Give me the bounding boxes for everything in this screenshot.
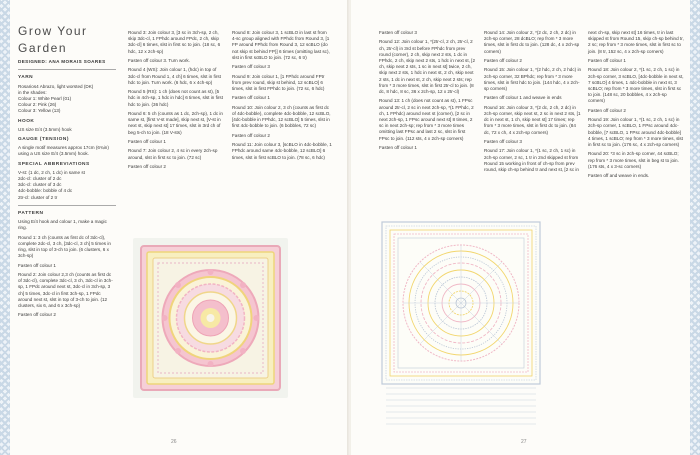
round-text: Fasten off colour 2 [128, 163, 166, 169]
left-column-2 [128, 30, 226, 173]
round-text: Fasten off colour 1 [379, 145, 417, 151]
round-text: Fasten off colour 1 [18, 262, 56, 268]
gauge-text: A single motif measures approx 17cm (6¾in) using a US size E/4 (3.5mm) hook. [18, 145, 109, 157]
crochet-chart-diagram [380, 220, 542, 430]
round-text: Round 5 (RS): 1 ch (does not count as st), [5 hdc in 4ch-sp, 1 hdc in hdc] 6 times, slst in first hdc to join. (36 hdc) [128, 89, 223, 107]
round-text: Fasten off colour 2 [588, 107, 626, 113]
page-number: 26 [171, 439, 177, 445]
round-text: Round 20: *3 sc in 2ch-sp corner, 44 scBLO; rep from * 3 more times, slst in beg st to join. (176 sts, 4 x 3-sc corners) [588, 151, 679, 169]
abbreviations-heading: SPECIAL ABBREVIATIONS [18, 161, 90, 167]
round-text: Round 12: Join colour 1, *(2tr-cl, 2 ch, 2tr-cl, 2 ch, 2tr-cl) in 3rd st before FPhdc from prev round (corner), 2 ch, skip next 2 sts, 1 dc in FPhdc, 2 ch, skip next 2 sts, 1 hdc in next st, [2 ch, skip next 2 sts, 1 sc in next st] twice, 2 ch, skip next 2 sts, 1 hdc in next st, 2 ch, skip next 2 sts, 1 dc in next st, 2 ch, skip next 2 sts; rep from * 3 more times, slst in first 2tr-cl to join. (8 dc, 8 hdc, 8 sc, 36 x 2ch-sp, 12 x 2tr-cl) [379, 39, 476, 95]
yarn-line: in the shades: [18, 89, 47, 95]
pattern-heading: PATTERN [18, 210, 44, 216]
round-text: Fasten off and weave in ends. [588, 173, 650, 179]
right-column-1 [379, 30, 477, 154]
round-text: Round 10: Join colour 2, 3 ch (counts as first dc of 4dc-bobble), complete 4dc-bobble, 12 scBLO, [4dc-bobble in FPhdc, 12 scBLO] 5 times, slst in first 4dc-bobble to join. (6 bobbles, 72 sc) [232, 104, 331, 129]
round-text: Round 11: Join colour 3, [scBLO in 4dc-bobble, 1 FPhdc around same 4dc-bobble, 12 scBLO] 6 times, slst in first scBLO to join. (78 sc, 6 hdc) [232, 142, 332, 160]
abbreviation-item: 4dc-bobble: bobble of 4 dc [18, 188, 73, 194]
round-text: Round 7: Join colour 2, 4 sc in every 2ch-sp around, slst in first sc to join. (72 sc) [128, 148, 218, 160]
left-column-1 [18, 24, 116, 322]
round-text: Round 18: Join colour 2, *(1 sc, 2 ch, 1 sc) in 2ch-sp corner, 3 scBLO, [4dc-bobble in next st, 7 scBLO] 4 times, 1 4dc-bobble in next st, 3 scBLO; rep from * 3 more times, slst in first sc to join. (148 sc, 20 bobbles, 4 x 2ch-sp corners) [588, 67, 684, 104]
pattern-title-line1: Grow Your [18, 24, 88, 38]
yarn-line: Rosarios4 Abrazo, light worsted (DK) [18, 83, 94, 89]
round-text: Fasten off colour 1 [232, 95, 270, 101]
round-text: Round 13: 1 ch (does not count as st), 1 FPsc around 2tr-cl, 2 sc in next 2ch-sp, *(1 FPhdc, 2 ch, 1 FPhdc) around next st (corner), [2 sc in next 2ch-sp, 1 FPsc around next st] 8 times, 2 sc in next 2ch-sp; rep from * 3 more times omitting last FPsc and last 2 sc, slst in first FPsc to join. (112 sts, 4 x 2ch-sp corners) [379, 98, 474, 141]
left-page [0, 0, 349, 455]
round-text: Round 14: Join colour 2, *(2 dc, 2 ch, 2 dc) in 2ch-sp corner, 28 dcBLO; rep from * 3 more times, slst in first dc to join. (128 dc, 4 x 2ch-sp corners) [484, 30, 580, 54]
divider [18, 69, 116, 70]
abbreviation-item: 2tr-cl: cluster of 2 tr [18, 194, 58, 200]
divider [18, 205, 116, 206]
abbreviation-item: 3dc-cl: cluster of 3 dc [18, 182, 62, 188]
right-column-3 [588, 30, 684, 183]
round-text: Fasten off colour 3. Turn work. [128, 58, 190, 63]
round-text: Fasten off colour 2 [232, 132, 270, 138]
round-text: Fasten off colour 1 and weave in ends [484, 95, 562, 101]
round-text: Fasten off colour 1 [128, 138, 166, 144]
round-text: Fasten off colour 3 [379, 30, 417, 35]
round-text: Fasten off colour 3 [484, 138, 522, 144]
round-text: Round 15: Join colour 1, *(2 hdc, 2 ch, 2 hdc) in 2ch-sp corner, 32 BPhdc; rep from * 3 more times, slst in first hdc to join. (144 hdc, 4 x 2ch-sp corners) [484, 67, 582, 91]
pattern-title-line2: Garden [18, 41, 68, 56]
page-number: 27 [521, 439, 527, 445]
round-text: Round 3: Join colour 3, [3 sc in 3ch-sp, 2 ch, skip 3dc-cl, 1 FPhdc around FPdc, 2 ch, skip 3dc-cl] 6 times, slst in first sc to join. (18 sc, 6 hdc, 12 x 2ch-sp) [128, 30, 221, 54]
round-text: Round 8: Join colour 3, 1 scBLO in last st from 4-sc group aligned with FPhdc from Round 3, [1 FP around FPhdc from Round 3, 12 scBLO (do not skip st behind FP)] 6 times (omitting last sc), slst in first scBLO to join. (72 sc, 6 tr) [232, 30, 330, 60]
left-column-3 [232, 30, 332, 164]
round-text: Round 19: Join colour 1, *(1 sc, 2 ch, 1 sc) in 2ch-sp corner, 1 scBLO, 1 FPsc around 4dc-bobble, [7 scBLO, 1 FPsc around 4dc-bobble] 4 times, 1 scBLO; rep from * 3 more times, slst in first sc to join. (176 sc, 4 x 2ch-sp corners) [588, 117, 683, 147]
yarn-heading: YARN [18, 75, 34, 81]
yarn-line: Colour 1: White Pearl (01) [18, 96, 72, 101]
abbreviation-item: 2dc-cl: cluster of 2 dc [18, 176, 62, 182]
round-text: Round 6: 5 ch (counts as 1 dc, 2ch-sp), 1 dc in same st, [first V-st made], skip next st, [V-st in next st, skip next st] 17 times, slst in 3rd ch of beg 5-ch to join. (18 V-sts) [128, 110, 223, 135]
round-text: Fasten off colour 1 [588, 58, 626, 63]
round-text: next ch-sp, skip next st] 16 times, tr in last skipped st from Round 15, skip ch-sp behind tr, 2 sc; rep from * 3 more times, slst in first sc to join. (8 tr, 152 sc, 4 x 2ch-sp corners) [588, 30, 684, 54]
decorative-border [690, 0, 700, 455]
round-text: Round 1: 3 ch (counts as first dc of 3dc-cl), complete 2dc-cl, 3 ch, [3dc-cl, 3 ch] 5 times in ring, slst in top of 3-ch to join. (6 clusters, 6 x 3ch-sp) [18, 234, 111, 259]
right-column-2 [484, 30, 582, 176]
pattern-intro: Using E/4 hook and colour 1, make a magic ring. [18, 219, 107, 231]
decorative-border [0, 0, 10, 455]
round-text: Round 9: Join colour 1, [1 FPhdc around FPtr from prev round, skip st behind, 12 scBLO] 6 times, slst in first FPhdc to join. (72 sc, 6 hdc) [232, 73, 325, 91]
round-text: Round 4 (WS): Join colour 1, (hdc) in top of 3dc-cl from Round 1, 4 ch] 6 times, slst in first hdc to join. Turn work. (6 hdc, 6 x 4ch-sp) [128, 67, 221, 85]
round-text: Fasten off colour 2 [484, 58, 522, 63]
designer-credit: DESIGNED: ANA MORAIS SOARES [18, 59, 106, 65]
abbreviation-item: V-st: (1 dc, 2 ch, 1 dc) in same st [18, 169, 85, 175]
round-text: Round 17: Join colour 1, *(1 sc, 2 ch, 1 sc) in 2ch-sp corner, 2 sc, 1 tr in 2nd skipped st from Round 15 working in front of ch-sp from prev round, skip ch-sp behind tr and next st, [2 sc in [484, 148, 579, 172]
yarn-line: Colour 3: Yellow (13) [18, 108, 61, 114]
yarn-line: Colour 2: Pink (26) [18, 102, 57, 108]
round-text: Round 16: Join colour 3, *(2 dc, 2 ch, 2 dc) in 2ch-sp corner, skip next st, 2 sc in next 2 sts, [1 dc in next st, 1 ch, skip next st] 17 times; rep from * 3 more times, slst in first dc to join. (84 dc, 72 x ch, 4 x 2ch-sp corners) [484, 104, 581, 135]
crochet-square-photo [133, 238, 288, 398]
round-text: Fasten off colour 2 [18, 312, 56, 318]
round-text: Fasten off colour 3 [232, 64, 270, 70]
hook-text: US size E/4 (3.5mm) hook [18, 126, 72, 132]
round-text: Round 2: Join colour 2,3 ch (counts as first dc of 3dc-cl), complete 3dc-cl, 3 ch, 3dc-cl in 3ch-sp, 1 FPdc around next st, 3dc-cl in 3ch-sp, 3 ch] 5 times, 3dc-cl in first 3ch-sp, 1 FPdc around next st, slst in top of 3-ch to join. (12 clusters, six 6, and 6 x 3ch-sp) [18, 272, 113, 309]
hook-heading: HOOK [18, 118, 35, 124]
gauge-heading: GAUGE (TENSION) [18, 137, 69, 143]
